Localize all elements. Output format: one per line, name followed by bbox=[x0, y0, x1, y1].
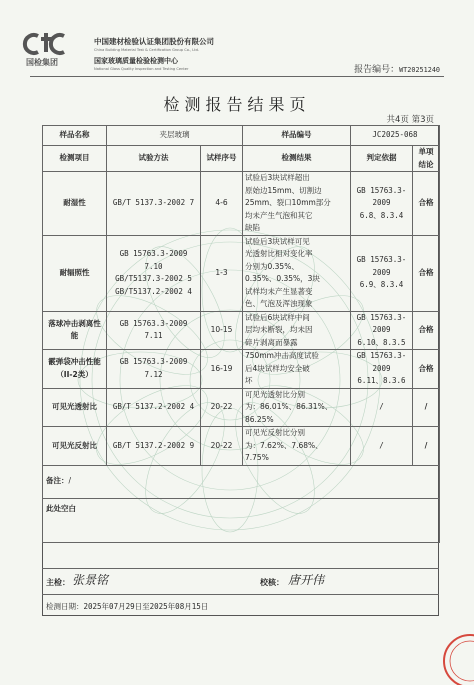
row-conclusion: 合格 bbox=[413, 172, 440, 236]
row-item: 可见光反射比 bbox=[43, 427, 107, 466]
approval-row bbox=[42, 568, 439, 595]
row-result-line: 25mm、裂口10mm部分 bbox=[245, 198, 331, 207]
col-header-basis: 判定依据 bbox=[351, 146, 413, 172]
row-method bbox=[107, 311, 201, 350]
row-basis-line: GB 15763.3-2009 bbox=[356, 255, 407, 277]
remarks-row bbox=[43, 465, 440, 498]
row-result-line: 750mm冲击高度试验 bbox=[245, 351, 319, 360]
org-name-1: 中国建材检验认证集团股份有限公司 bbox=[94, 37, 214, 46]
row-result-line: 试验后6块试样中间 bbox=[245, 312, 310, 322]
row-result-line: 为：7.62%、7.68%、 bbox=[245, 440, 323, 450]
report-number: 报告编号：WT20251240 bbox=[354, 65, 440, 75]
checker-label: 校核： bbox=[260, 578, 284, 587]
row-result bbox=[243, 350, 351, 389]
results-body bbox=[43, 172, 440, 466]
row-result bbox=[243, 388, 351, 427]
row-result-line: 后4块试样均安全破 bbox=[245, 363, 310, 373]
row-item: 霰弹袋冲击性能（II-2类） bbox=[43, 350, 107, 389]
red-seal-stamp bbox=[434, 625, 474, 685]
row-basis-line: / bbox=[379, 440, 384, 450]
inspection-date: 检测日期：2025年07月29日至2025年08月15日 bbox=[46, 602, 209, 611]
row-method-line: GB/T 5137.2-2002 9 bbox=[112, 440, 195, 450]
row-result-line: 0.35%、0.35%，3块 bbox=[245, 274, 320, 283]
row-conclusion: / bbox=[413, 427, 440, 466]
row-seq: 16-19 bbox=[201, 350, 243, 389]
row-result-line: 86.25% bbox=[245, 414, 274, 424]
row-method bbox=[107, 235, 201, 311]
sample-name-value: 夹层玻璃 bbox=[107, 126, 243, 146]
col-header-item: 检测项目 bbox=[43, 146, 107, 172]
ctc-logo bbox=[22, 30, 92, 68]
sample-info-row bbox=[43, 126, 440, 146]
row-result-line: 可见光透射比分别 bbox=[245, 389, 305, 399]
row-result-line: 可见光反射比分别 bbox=[245, 428, 305, 437]
sample-name-label: 样品名称 bbox=[43, 126, 107, 146]
table-header-row bbox=[43, 146, 440, 172]
blank-row bbox=[43, 498, 440, 542]
row-result-line: 光透射比相对变化率 bbox=[245, 249, 313, 258]
row-result-line: 试验后3块试样可见 bbox=[245, 236, 310, 246]
row-basis bbox=[351, 350, 413, 389]
row-basis-line: / bbox=[379, 402, 384, 411]
col-header-seq: 试样序号 bbox=[201, 146, 243, 172]
row-basis-line: GB 15763.3-2009 bbox=[356, 351, 407, 373]
row-basis bbox=[351, 235, 413, 311]
date-row bbox=[42, 594, 439, 617]
header-divider bbox=[30, 76, 444, 77]
row-item: 耐湿性 bbox=[43, 172, 107, 236]
row-seq: 20-22 bbox=[201, 427, 243, 466]
row-item: 耐辐照性 bbox=[43, 235, 107, 311]
row-result-line: 7.75% bbox=[245, 453, 269, 462]
main-inspector-signature: 张景铭 bbox=[72, 573, 109, 587]
row-conclusion: / bbox=[413, 388, 440, 427]
row-conclusion: 合格 bbox=[413, 350, 440, 389]
remarks-label: 备注： bbox=[46, 476, 69, 486]
row-basis bbox=[351, 427, 413, 466]
svg-text:国检集团: 国检集团 bbox=[26, 58, 58, 67]
row-method-line: GB 15763.3-2009 7.10 bbox=[119, 249, 188, 271]
row-basis-line: GB 15763.3-2009 bbox=[356, 185, 407, 207]
row-result bbox=[243, 235, 351, 311]
row-result-line: 缺陷 bbox=[245, 223, 260, 232]
row-basis bbox=[351, 388, 413, 427]
remarks-value: / bbox=[68, 476, 72, 486]
table-row bbox=[43, 427, 440, 466]
row-result-line: 试验后3块试样超出 bbox=[245, 173, 310, 182]
org-name-1-en: China Building Material Test & Certification Group Co., Ltd. bbox=[94, 48, 200, 52]
row-seq: 20-22 bbox=[201, 388, 243, 427]
results-table bbox=[42, 125, 440, 543]
row-result bbox=[243, 172, 351, 236]
main-inspector-label: 主检： bbox=[46, 578, 70, 587]
row-result-line: 试样均未产生显著变 bbox=[245, 286, 313, 296]
row-basis bbox=[351, 172, 413, 236]
table-row bbox=[43, 311, 440, 350]
row-result-line: 为：86.01%、86.31%、 bbox=[245, 402, 333, 411]
org-name-2-en: National Glass Quality Inspection and Testing Center bbox=[94, 67, 189, 71]
sample-id-label: 样品编号 bbox=[243, 126, 351, 146]
table-row bbox=[43, 172, 440, 236]
col-header-method: 试验方法 bbox=[107, 146, 201, 172]
sample-id-value: JC2025-068 bbox=[351, 126, 440, 146]
org-name-2: 国家玻璃质量检验检测中心 bbox=[94, 57, 178, 65]
row-result bbox=[243, 311, 351, 350]
row-basis-line: 6.8、8.3.4 bbox=[359, 210, 404, 220]
row-conclusion: 合格 bbox=[413, 235, 440, 311]
organization-block bbox=[94, 36, 354, 71]
checker-signature: 唐开伟 bbox=[288, 573, 325, 587]
row-method-line: GB 15763.3-2009 7.12 bbox=[119, 357, 188, 379]
row-seq: 10-15 bbox=[201, 311, 243, 350]
row-result-line: 色、气泡及浑浊现象 bbox=[245, 299, 313, 308]
row-seq: 1-3 bbox=[201, 235, 243, 311]
row-item: 落球冲击剥离性能 bbox=[43, 311, 107, 350]
table-row bbox=[43, 235, 440, 311]
row-result-line: 分别为0.35%、 bbox=[245, 261, 299, 271]
row-method bbox=[107, 427, 201, 466]
row-basis-line: GB 15763.3-2009 bbox=[356, 312, 407, 334]
col-header-result: 检测结果 bbox=[243, 146, 351, 172]
row-result bbox=[243, 427, 351, 466]
row-conclusion: 合格 bbox=[413, 311, 440, 350]
row-basis-line: 6.11、8.3.6 bbox=[357, 376, 406, 385]
row-method-line: GB/T 5137.2-2002 4 bbox=[112, 402, 195, 411]
row-result-line: 均未产生气泡和其它 bbox=[245, 210, 313, 220]
row-method bbox=[107, 388, 201, 427]
row-basis-line: 6.10、8.3.5 bbox=[357, 337, 406, 347]
page-counter: 共4页 第3页 bbox=[386, 115, 434, 125]
row-method-line: GB 15763.3-2009 7.11 bbox=[119, 318, 188, 341]
row-result-line: 原始边15mm、切割边 bbox=[245, 185, 322, 195]
row-seq: 4-6 bbox=[201, 172, 243, 236]
row-basis-line: 6.9、8.3.4 bbox=[359, 280, 404, 290]
row-method-line: GB/T5137.3-2002 5 bbox=[115, 274, 192, 283]
blank-note: 此处空白 bbox=[43, 498, 440, 542]
page-title: 检测报告结果页 bbox=[163, 95, 311, 114]
row-method-line: GB/T 5137.3-2002 7 bbox=[112, 198, 195, 207]
row-basis bbox=[351, 311, 413, 350]
row-result-line: 碎片剥离而暴露 bbox=[245, 337, 298, 347]
col-header-conclusion: 单项结论 bbox=[413, 146, 440, 172]
row-result-line: 坏 bbox=[245, 376, 253, 385]
row-method bbox=[107, 172, 201, 236]
table-row bbox=[43, 388, 440, 427]
row-method bbox=[107, 350, 201, 389]
row-method-line: GB/T5137.2-2002 4 bbox=[115, 286, 192, 296]
table-row bbox=[43, 350, 440, 389]
row-item: 可见光透射比 bbox=[43, 388, 107, 427]
row-result-line: 层均未断裂，均未因 bbox=[245, 325, 313, 334]
